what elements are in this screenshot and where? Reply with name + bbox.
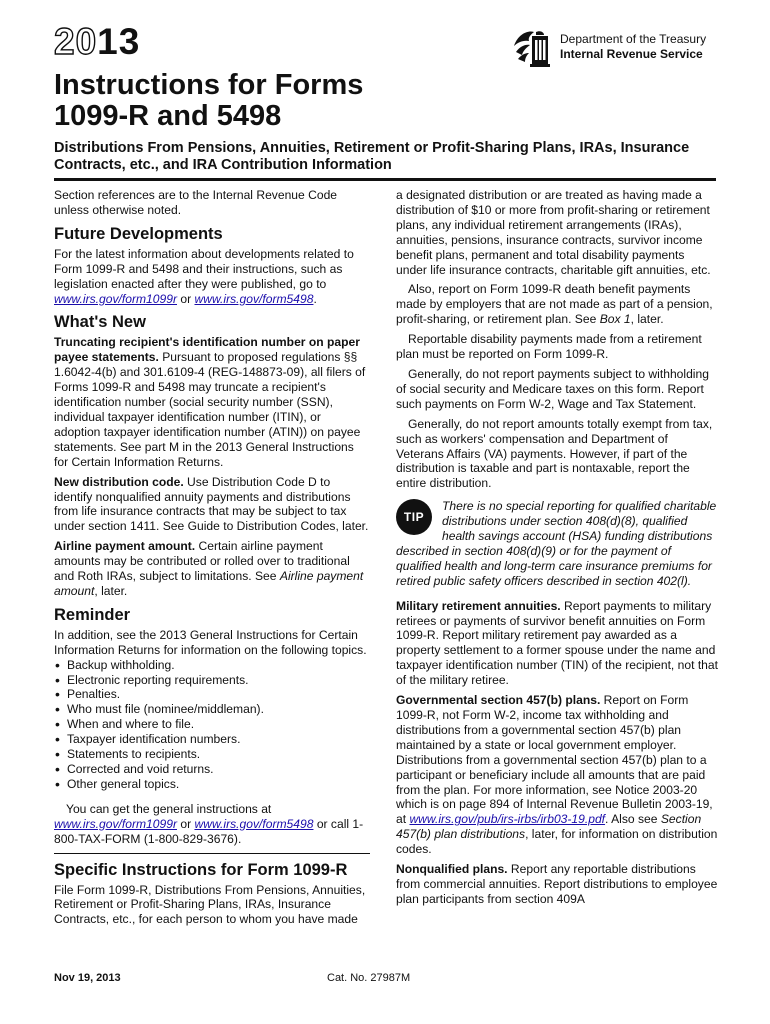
military-lead: Military retirement annuities.	[396, 598, 561, 613]
military-text: Report payments to military retirees or payments of survivor benefit annuities on Form 1099-R. Report military retirement pay awarded as a property settlement to a former spouse under the name and taxpayer identification number (TIN) of the recipient, not that of the military retiree.	[396, 598, 718, 688]
intro-paragraph: Section references are to the Internal Revenue Code unless otherwise noted.	[54, 188, 338, 217]
irs-eagle-logo-icon	[508, 26, 556, 74]
nonqualified-text: Report any reportable distributions from commercial annuities. Report distributions to employee plan participants from section 409A	[396, 862, 718, 906]
form5498-link[interactable]: www.irs.gov/form5498	[194, 291, 314, 306]
exempt-amounts-paragraph: Generally, do not report amounts totally exempt from tax, such as workers' compensation and Department of Veterans Affairs (VA) payments. However, if part of the distribution is taxable and part is nontaxable, report the entire distribution.	[396, 416, 713, 491]
future-developments-paragraph	[54, 247, 370, 307]
general-or: or	[177, 816, 195, 831]
gov-end: , later, for information on distribution codes.	[396, 827, 718, 857]
governmental-457b-paragraph	[396, 693, 718, 857]
reminder-heading: Reminder	[54, 605, 131, 624]
list-item: • Electronic reporting requirements.	[54, 673, 370, 688]
tip-box	[396, 499, 718, 588]
general-form5498-link[interactable]: www.irs.gov/form5498	[194, 816, 314, 831]
airline-ref: Airline payment amount	[54, 569, 364, 598]
specific-instructions-heading: Specific Instructions for Form 1099-R	[54, 853, 370, 880]
death-benefit-text: Also, report on Form 1099-R death benefit payments made by employers that are not made as part of a pension, profit-sharing, or retirement plan. See	[396, 282, 713, 327]
designated-distribution-paragraph: a designated distribution or are treated as having made a distribution of $10 or more from profit-sharing or retirement plans, any individual retirement arrangements (IRAs), annuities, pensions, insurance contracts, survivor income benefit plans, permanent and total disability payments under life insurance contracts, charitable gift annuities, etc.	[396, 188, 711, 277]
irb-pdf-link[interactable]: www.irs.gov/pub/irs-irbs/irb03-19.pdf	[409, 812, 606, 827]
tip-icon: TIP	[396, 499, 432, 535]
list-item: • Corrected and void returns.	[54, 762, 370, 777]
nonqualified-plans-paragraph	[396, 862, 718, 907]
future-end: .	[313, 291, 317, 306]
new-distribution-code-paragraph	[54, 475, 370, 535]
truncating-paragraph	[54, 335, 370, 469]
list-item: • Penalties.	[54, 687, 370, 702]
general-end: or call 1-800-TAX-FORM (1-800-829-3676).	[54, 816, 364, 846]
general-instructions-paragraph	[54, 802, 370, 847]
specific-instructions-paragraph: File Form 1099-R, Distributions From Pensions, Annuities, Retirement or Profit-Sharing Plans, IRAs, Insurance Contracts, etc., for each person to whom you have made	[54, 882, 366, 927]
withholding-paragraph: Generally, do not report payments subject to withholding of social security and Medicare taxes on this form. Report such payments on Form W-2, Wage and Tax Statement.	[396, 366, 709, 411]
gov-lead: Governmental section 457(b) plans.	[396, 693, 601, 708]
box1-ref: Box 1	[599, 312, 631, 327]
title-line-2: 1099-R and 5498	[54, 100, 282, 132]
footer-date: Nov 19, 2013	[54, 972, 121, 984]
death-benefit-paragraph	[396, 282, 718, 327]
department-name: Department of the Treasury	[560, 32, 707, 46]
section457b-ref: Section 457(b) plan distributions	[396, 812, 702, 842]
agency-block	[508, 26, 718, 74]
reminder-paragraph: In addition, see the 2013 General Instructions for Certain Information Returns for information on the following topics.	[54, 627, 367, 657]
truncating-text: Pursuant to proposed regulations §§ 1.6042-4(b) and 301.6109-4 (REG-148873-09), all filers of Forms 1099-R and 5498 may truncate a recipient's identification number (social security number (SSN), individual taxpayer identification number (ITIN), or adoption taxpayer identification number (ATIN)) on payee statements. See part M in the 2013 General Instructions for Certain Information Returns.	[54, 350, 366, 469]
form-year	[54, 22, 140, 62]
airline-end: , later.	[94, 583, 128, 598]
future-or: or	[177, 291, 195, 306]
header-rule	[54, 178, 716, 181]
document-subtitle: Distributions From Pensions, Annuities, Retirement or Profit-Sharing Plans, IRAs, Insurance Contracts, etc., and IRA Contribution Information	[54, 140, 690, 173]
nonqualified-lead: Nonqualified plans.	[396, 862, 508, 877]
list-item: • Who must file (nominee/middleman).	[54, 702, 370, 717]
agency-name: Internal Revenue Service	[560, 47, 703, 61]
right-column	[396, 188, 718, 912]
list-item: • Taxpayer identification numbers.	[54, 732, 370, 747]
truncating-lead: Truncating recipient's identification number on paper payee statements.	[54, 335, 360, 365]
document-title	[54, 70, 363, 132]
list-item: • Other general topics.	[54, 777, 370, 792]
disability-paragraph: Reportable disability payments made from a retirement plan must be reported on Form 1099-R.	[396, 332, 702, 362]
general-form1099r-link[interactable]: www.irs.gov/form1099r	[54, 816, 177, 831]
year-outline-digits: 20	[54, 21, 98, 62]
list-item: • Backup withholding.	[54, 658, 370, 673]
whats-new-heading: What's New	[54, 313, 146, 332]
footer-catalog-number: Cat. No. 27987M	[327, 972, 411, 984]
reminder-topics-list	[54, 658, 370, 792]
airline-lead: Airline payment amount.	[54, 539, 196, 554]
future-developments-heading: Future Developments	[54, 224, 223, 243]
gov-text-2: . Also see	[605, 812, 661, 827]
form1099r-link[interactable]: www.irs.gov/form1099r	[54, 291, 177, 306]
new-distribution-text: Use Distribution Code D to identify nonqualified annuity payments and distributions from life insurance contracts that may be subject to tax under section 1411. See Guide to Distribution Codes, later.	[54, 474, 369, 534]
airline-text: Certain airline payment amounts may be contributed or rolled over to traditional and Roth IRAs, subject to limitations. See	[54, 539, 350, 584]
list-item: • Statements to recipients.	[54, 747, 370, 762]
military-retirement-paragraph	[396, 599, 718, 688]
tip-text: There is no special reporting for qualified charitable distributions under section 408(d)(8), qualified health savings account (HSA) funding distributions described in section 408(d)(9) or for the payment of qualified health and long-term care insurance premiums for retired public safety officers described in section 402(l).	[396, 499, 717, 588]
left-column	[54, 188, 370, 932]
new-distribution-lead: New distribution code.	[54, 474, 184, 489]
gov-text: Report on Form 1099-R, not Form W-2, income tax withholding and distributions from a governmental section 457(b) plan maintained by a state or local government employer. Distributions from a governmental section 457(b) plan to a participant or beneficiary include all amounts that are paid from the plan. For more information, see Notice 2003-20 which is on page 894 of Internal Revenue Bulletin 2003-19, at	[396, 693, 713, 827]
future-text: For the latest information about developments related to Form 1099-R and 5498 and their instructions, such as legislation enacted after they were published, go to	[54, 246, 354, 291]
death-benefit-end: , later.	[630, 312, 664, 327]
year-bold-digits: 13	[97, 21, 141, 62]
title-line-1: Instructions for Forms	[54, 69, 364, 101]
list-item: • When and where to file.	[54, 717, 370, 732]
airline-payment-paragraph	[54, 539, 370, 599]
general-text: You can get the general instructions at	[66, 801, 272, 816]
